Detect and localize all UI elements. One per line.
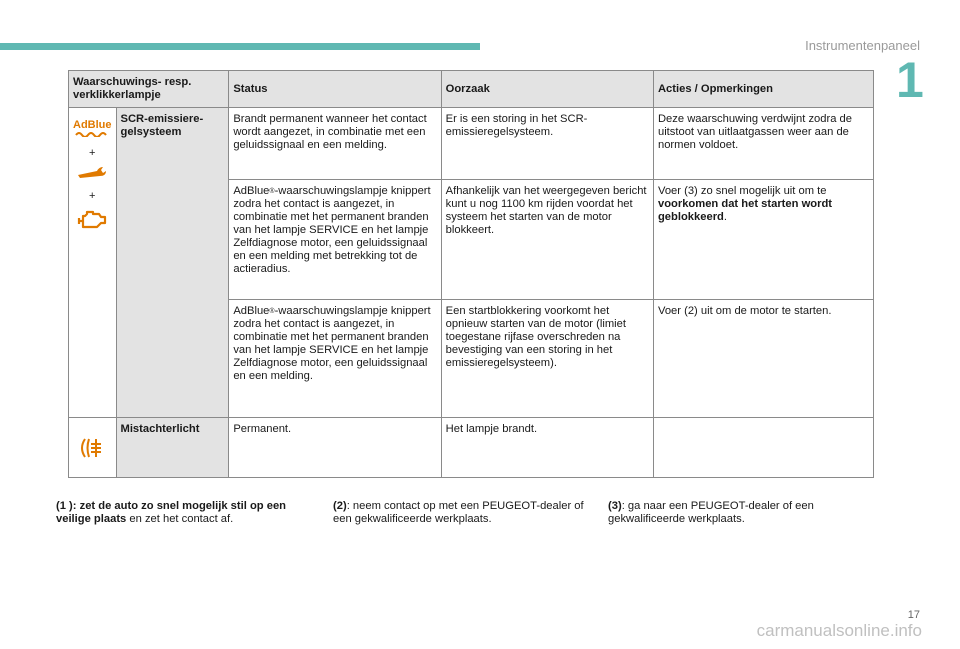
adblue-word: AdBlue xyxy=(233,185,270,197)
scr-system-name: SCR-emissiere-gelsysteem xyxy=(116,108,229,418)
footnote-2-bold: (2) xyxy=(333,500,347,512)
footnote-1-text: en zet het contact af. xyxy=(126,513,234,525)
watermark: carmanualsonline.info xyxy=(756,621,922,640)
scr-status-2 xyxy=(229,180,441,300)
scr-cause-1: Er is een storing in het SCR-emissieregelsysteem. xyxy=(441,108,653,180)
footnote-1-bold: (1 ): zet de auto zo snel mogelijk stil op een veilige plaats xyxy=(56,500,286,525)
header-status: Status xyxy=(229,71,441,108)
fog-icon-cell xyxy=(69,418,117,478)
wrench-icon xyxy=(75,166,109,180)
engine-icon xyxy=(75,209,109,231)
status-text: -waarschuwingslampje knippert zodra het contact is aangezet, in combinatie met het permanent branden van het lampje SERVICE en het lampje Zelfdiagnose motor, een geluidssignaal en een melding. xyxy=(233,305,431,382)
registered-mark: ® xyxy=(269,308,275,315)
chapter-number: 1 xyxy=(896,52,924,108)
scr-action-1: Deze waarschuwing verdwijnt zodra de uitstoot van uitlaatgassen weer aan de normen voldoet. xyxy=(653,108,873,180)
scr-status-1: Brandt permanent wanneer het contact wordt aangezet, in combinatie met een geluidssignaal en een melding. xyxy=(229,108,441,180)
action-text: Voer (3) zo snel mogelijk uit om te xyxy=(657,185,827,197)
status-text: -waarschuwingslampje knippert zodra het contact is aangezet, in combinatie met het permanent branden van het lampje SERVICE en het lampje Zelfdiagnose motor, een geluidssignaal en een melding met betrekking tot de actieradius. xyxy=(233,185,431,275)
plus-sign: + xyxy=(89,190,96,202)
fog-cause: Het lampje brandt. xyxy=(441,418,653,478)
footnote-3-bold: (3) xyxy=(608,500,622,512)
scr-status-3 xyxy=(229,300,441,418)
header-lamp: Waarschuwings- resp. verklikkerlampje xyxy=(69,71,229,108)
action-bold-text: voorkomen dat het starten wordt geblokkeerd xyxy=(657,198,833,223)
page-number: 17 xyxy=(907,609,920,621)
footnote-3 xyxy=(608,500,870,526)
footnote-3-text: : ga naar een PEUGEOT-dealer of een gekwalificeerde werkplaats. xyxy=(608,500,814,525)
warning-lamp-table xyxy=(68,70,874,478)
plus-sign: + xyxy=(89,147,96,159)
footnote-2-text: : neem contact op met een PEUGEOT-dealer of een gekwalificeerde werkplaats. xyxy=(333,500,584,525)
section-title: Instrumentenpaneel xyxy=(805,38,920,53)
table-row xyxy=(69,418,874,478)
fog-light-name: Mistachterlicht xyxy=(116,418,229,478)
scr-icons-cell xyxy=(69,108,117,418)
scr-cause-2: Afhankelijk van het weergegeven bericht kunt u nog 1100 km rijden voordat het systeem het starten van de motor blokkeert. xyxy=(441,180,653,300)
registered-mark: ® xyxy=(269,188,275,195)
footnote-1 xyxy=(56,500,318,526)
scr-action-2 xyxy=(653,180,873,300)
scr-cause-3: Een startblokkering voorkomt het opnieuw starten van de motor (limiet toegestane rijfase overschreden na bevestiging van een storing in het emissieregelsysteem). xyxy=(441,300,653,418)
adblue-icon: AdBlue xyxy=(73,119,112,131)
table-row xyxy=(69,108,874,180)
rear-fog-light-icon xyxy=(77,436,107,460)
header-accent-bar xyxy=(0,43,480,50)
table-header-row xyxy=(69,71,874,108)
header-actions: Acties / Opmerkingen xyxy=(653,71,873,108)
header-cause: Oorzaak xyxy=(441,71,653,108)
fog-status: Permanent. xyxy=(229,418,441,478)
adblue-word: AdBlue xyxy=(233,305,270,317)
scr-action-3: Voer (2) uit om de motor te starten. xyxy=(653,300,873,418)
adblue-wave-icon xyxy=(75,131,109,137)
fog-action xyxy=(653,418,873,478)
footnote-2 xyxy=(333,500,595,526)
action-text-end: . xyxy=(723,211,727,223)
